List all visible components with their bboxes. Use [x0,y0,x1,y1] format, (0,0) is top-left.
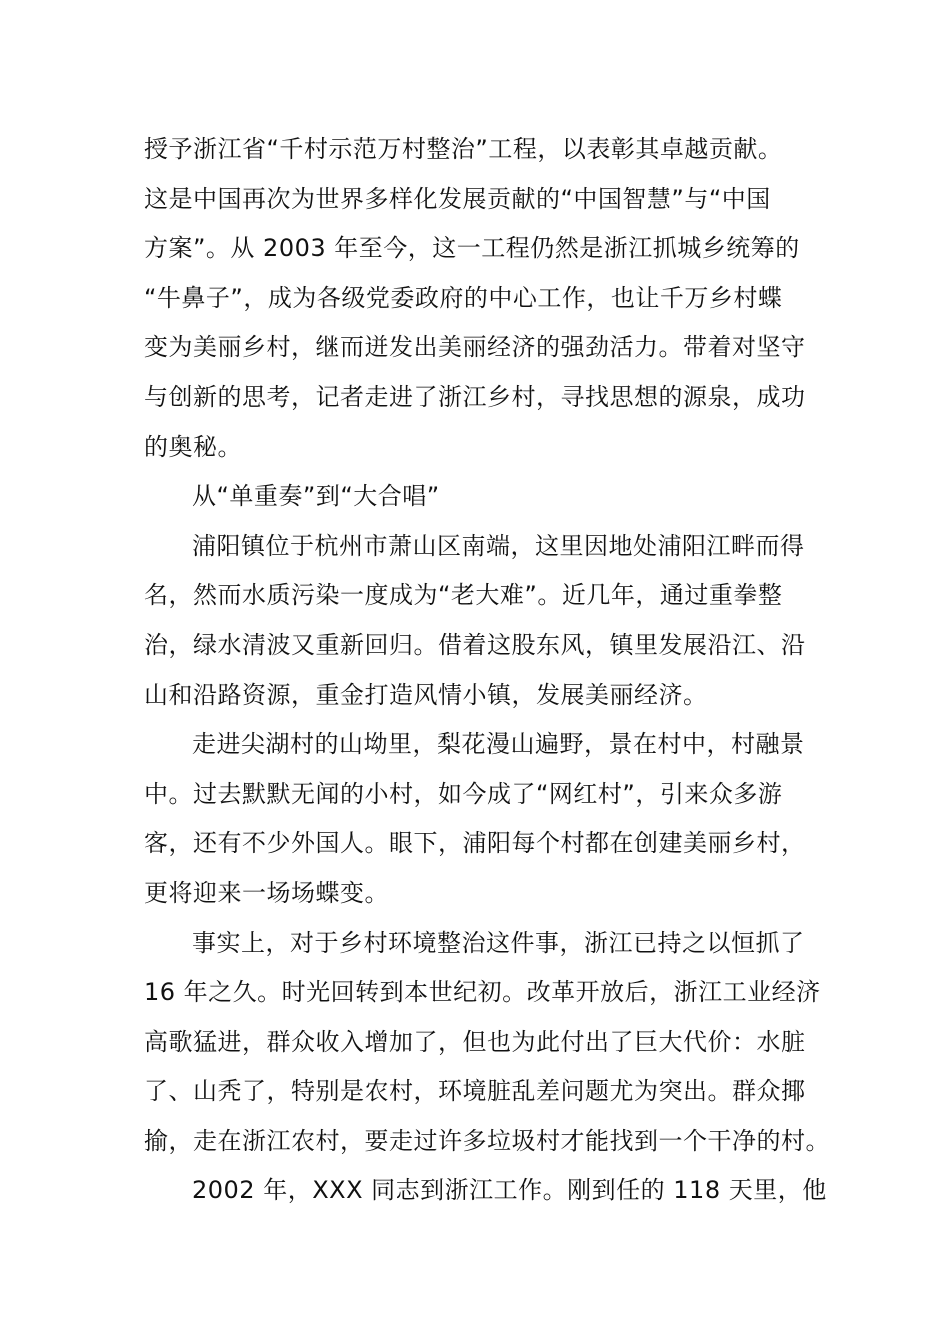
text-line: 方案”。从 2003 年至今，这一工程仍然是浙江抓城乡统筹的 [144,234,800,263]
text-line: 山和沿路资源，重金打造风情小镇，发展美丽经济。 [144,680,708,709]
text-line: 治，绿水清波又重新回归。借着这股东风，镇里发展沿江、沿 [144,630,806,659]
text-line: 变为美丽乡村，继而迸发出美丽经济的强劲活力。带着对坚守 [144,333,806,362]
text-line: 客，还有不少外国人。眼下，浦阳每个村都在创建美丽乡村， [144,829,806,858]
text-line: 这是中国再次为世界多样化发展贡献的“中国智慧”与“中国 [144,184,771,213]
text-line: 了、山秃了，特别是农村，环境脏乱差问题尤为突出。群众揶 [144,1077,806,1106]
text-line: “牛鼻子”，成为各级党委政府的中心工作，也让千万乡村蝶 [144,283,783,312]
paragraph-start: 事实上，对于乡村环境整治这件事，浙江已持之以恒抓了 [192,928,805,957]
text-line: 更将迎来一场场蝶变。 [144,878,389,907]
paragraph-start: 2002 年，XXX 同志到浙江工作。刚到任的 118 天里，他 [192,1176,827,1205]
paragraph-start: 浦阳镇位于杭州市萧山区南端，这里因地处浦阳江畔而得 [192,531,805,560]
text-line: 与创新的思考，记者走进了浙江乡村，寻找思想的源泉，成功 [144,382,806,411]
text-line: 中。过去默默无闻的小村，如今成了“网红村”，引来众多游 [144,779,783,808]
text-line: 授予浙江省“千村示范万村整治”工程，以表彰其卓越贡献。 [144,135,783,163]
body-text [144,125,830,1216]
text-line: 16 年之久。时光回转到本世纪初。改革开放后，浙江工业经济 [144,978,821,1007]
section-heading: 从“单重奏”到“大合唱” [192,482,440,511]
text-line: 名，然而水质污染一度成为“老大难”。近几年，通过重拳整 [144,581,783,610]
text-line: 高歌猛进，群众收入增加了，但也为此付出了巨大代价：水脏 [144,1027,806,1056]
text-line: 的奥秘。 [144,432,242,461]
paragraph-start: 走进尖湖村的山坳里，梨花漫山遍野，景在村中，村融景 [192,730,805,759]
text-line: 揄，走在浙江农村，要走过许多垃圾村才能找到一个干净的村。 [144,1126,830,1155]
